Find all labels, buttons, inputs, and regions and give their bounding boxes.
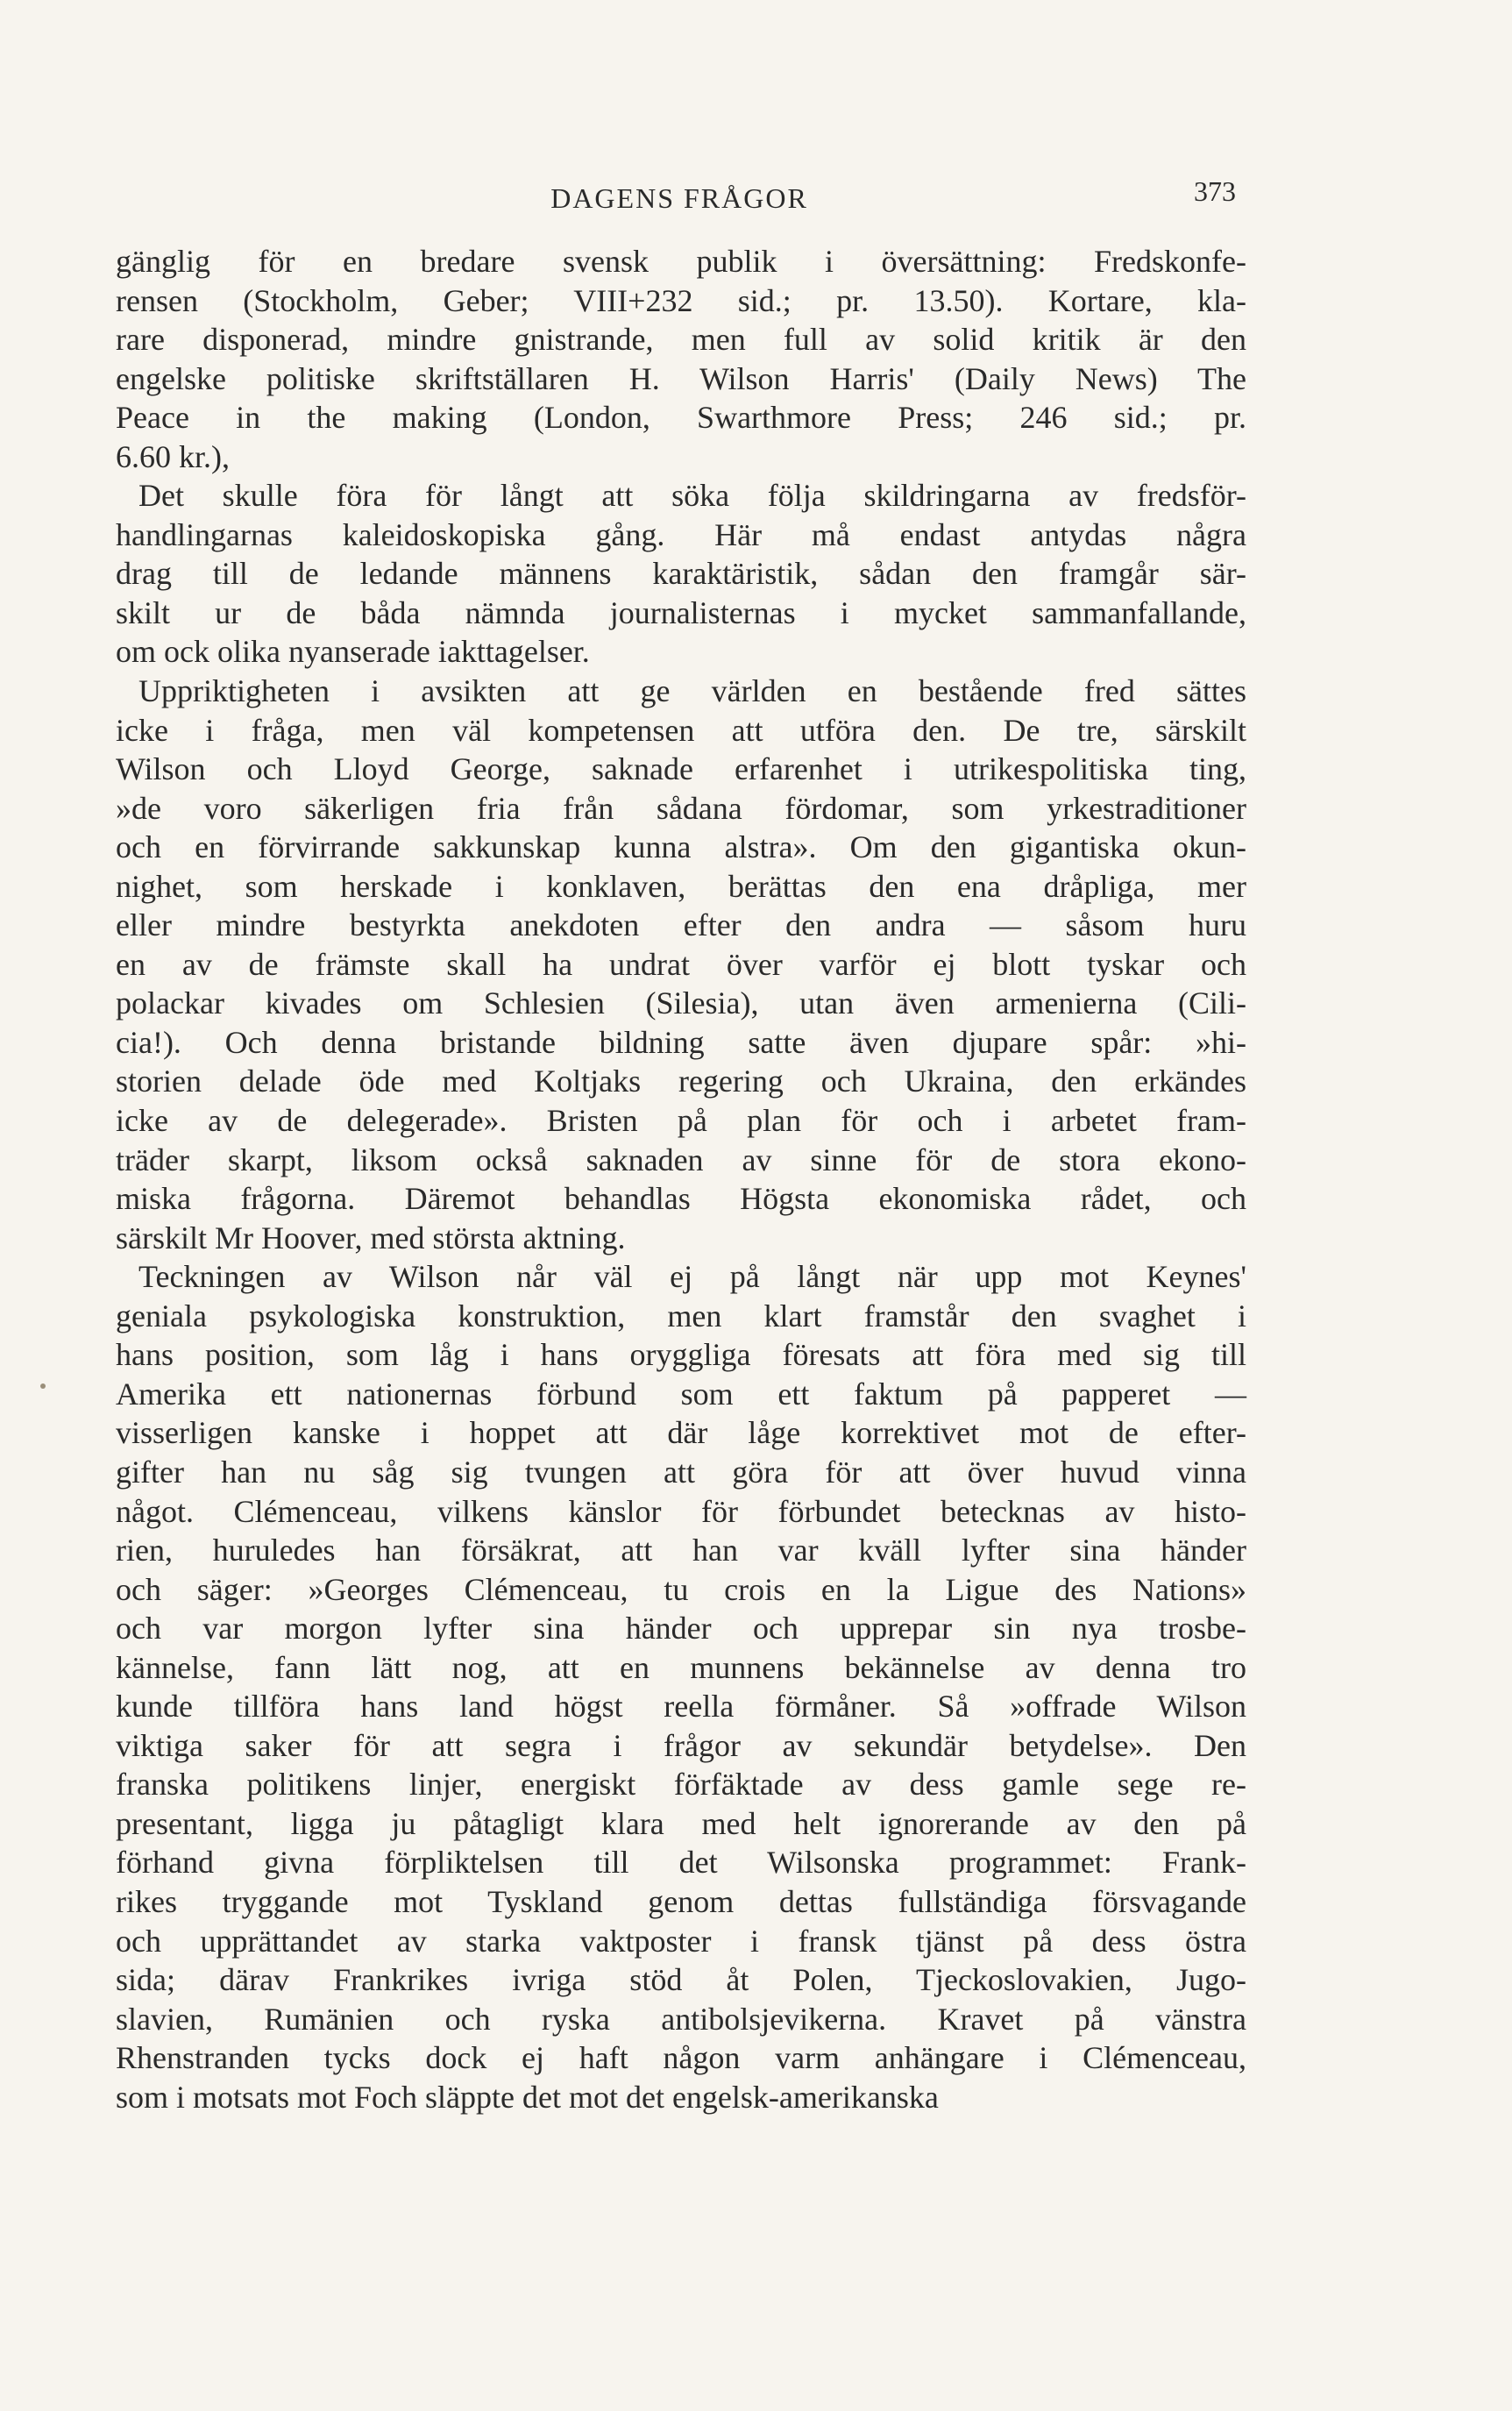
text-line: rare disponerad, mindre gnistrande, men full av solid kritik är den bbox=[116, 322, 1246, 358]
text-line: slavien, Rumänien och ryska antibolsjevikerna. Kravet på vänstra bbox=[116, 2001, 1246, 2037]
text-line: geniala psykologiska konstruktion, men klart framstår den svaghet i bbox=[116, 1298, 1246, 1334]
text-line: och var morgon lyfter sina händer och upprepar sin nya trosbe- bbox=[116, 1611, 1246, 1646]
text-line: »de voro säkerligen fria från sådana fördomar, som yrkestraditioner bbox=[116, 790, 1246, 826]
text-line: icke av de delegerade». Bristen på plan för och i arbetet fram- bbox=[116, 1103, 1246, 1139]
text-line: presentant, ligga ju påtagligt klara med helt ignorerande av den på bbox=[116, 1805, 1246, 1841]
text-line: en av de främste skall ha undrat över varför ej blott tyskar och bbox=[116, 946, 1246, 982]
text-line: engelske politiske skriftställaren H. Wilson Harris' (Daily News) The bbox=[116, 360, 1246, 396]
text-line: rikes tryggande mot Tyskland genom dettas fullständiga försvagande bbox=[116, 1883, 1246, 1919]
text-line: visserligen kanske i hoppet att där låge korrektivet mot de efter- bbox=[116, 1415, 1246, 1451]
text-line: 6.60 kr.), bbox=[116, 438, 230, 474]
text-line: cia!). Och denna bristande bildning satte även djupare spår: »hi- bbox=[116, 1024, 1246, 1060]
text-line: eller mindre bestyrkta anekdoten efter den andra — såsom huru bbox=[116, 907, 1246, 943]
text-line: skilt ur de båda nämnda journalisternas i mycket sammanfallande, bbox=[116, 594, 1246, 630]
text-line: Amerika ett nationernas förbund som ett faktum på papperet — bbox=[116, 1376, 1246, 1412]
text-line: något. Clémenceau, vilkens känslor för förbundet betecknas av histo- bbox=[116, 1493, 1246, 1529]
text-line: icke i fråga, men väl kompetensen att utföra den. De tre, särskilt bbox=[116, 712, 1246, 748]
paragraph bbox=[116, 476, 1246, 672]
text-line: sida; därav Frankrikes ivriga stöd åt Polen, Tjeckoslovakien, Jugo- bbox=[116, 1962, 1246, 1998]
text-line: hans position, som låg i hans oryggliga föresats att föra med sig till bbox=[116, 1337, 1246, 1373]
text-line: polackar kivades om Schlesien (Silesia), utan även armenierna (Cili- bbox=[116, 985, 1246, 1021]
text-line: kunde tillföra hans land högst reella förmåner. Så »offrade Wilson bbox=[116, 1689, 1246, 1725]
text-line: gänglig för en bredare svensk publik i översättning: Fredskonfe- bbox=[116, 244, 1246, 279]
text-line: Wilson och Lloyd George, saknade erfarenhet i utrikespolitiska ting, bbox=[116, 751, 1246, 787]
text-line: Rhenstranden tycks dock ej haft någon varm anhängare i Clémenceau, bbox=[116, 2040, 1246, 2076]
text-line: om ock olika nyanserade iakttagelser. bbox=[116, 634, 590, 670]
paper-speck bbox=[40, 1383, 46, 1389]
text-line: förhand givna förpliktelsen till det Wilsonska programmet: Frank- bbox=[116, 1845, 1246, 1881]
text-line: och säger: »Georges Clémenceau, tu crois en la Ligue des Nations» bbox=[116, 1571, 1246, 1607]
text-line: rien, huruledes han försäkrat, att han var kväll lyfter sina händer bbox=[116, 1533, 1246, 1568]
text-line: franska politikens linjer, energiskt förfäktade av dess gamle sege re- bbox=[116, 1767, 1246, 1803]
text-line: storien delade öde med Koltjaks regering och Ukraina, den erkändes bbox=[116, 1063, 1246, 1099]
text-line: Uppriktigheten i avsikten att ge världen en bestående fred sättes bbox=[138, 673, 1246, 709]
text-line: Det skulle föra för långt att söka följa skildringarna av fredsför- bbox=[138, 478, 1246, 514]
text-line: och upprättandet av starka vaktposter i fransk tjänst på dess östra bbox=[116, 1923, 1246, 1959]
text-line: träder skarpt, liksom också saknaden av sinne för de stora ekono- bbox=[116, 1141, 1246, 1177]
page-number: 373 bbox=[1194, 175, 1236, 207]
text-line: gifter han nu såg sig tvungen att göra för att över huvud vinna bbox=[116, 1454, 1246, 1490]
text-line: viktiga saker för att segra i frågor av sekundär betydelse». Den bbox=[116, 1727, 1246, 1763]
text-line: drag till de ledande männens karaktäristik, sådan den framgår sär- bbox=[116, 556, 1246, 592]
text-line: och en förvirrande sakkunskap kunna alstra». Om den gigantiska okun- bbox=[116, 829, 1246, 865]
text-line: Peace in the making (London, Swarthmore Press; 246 sid.; pr. bbox=[116, 400, 1246, 436]
text-line: miska frågorna. Däremot behandlas Högsta ekonomiska rådet, och bbox=[116, 1181, 1246, 1217]
text-line: särskilt Mr Hoover, med största aktning. bbox=[116, 1220, 626, 1255]
text-line: kännelse, fann lätt nog, att en munnens bekännelse av denna tro bbox=[116, 1649, 1246, 1685]
running-head bbox=[123, 175, 1236, 219]
paragraph bbox=[116, 242, 1246, 476]
text-line: nighet, som herskade i konklaven, berättas den ena dråpliga, mer bbox=[116, 868, 1246, 904]
running-title: DAGENS FRÅGOR bbox=[550, 182, 808, 214]
body-text bbox=[116, 242, 1246, 2116]
paragraph bbox=[116, 672, 1246, 1257]
text-line: rensen (Stockholm, Geber; VIII+232 sid.; pr. 13.50). Kortare, kla- bbox=[116, 282, 1246, 318]
text-line: som i motsats mot Foch släppte det mot det engelsk-amerikanska bbox=[116, 2079, 939, 2115]
paragraph bbox=[116, 1257, 1246, 2116]
text-line: handlingarnas kaleidoskopiska gång. Här må endast antydas några bbox=[116, 516, 1246, 552]
text-line: Teckningen av Wilson når väl ej på långt när upp mot Keynes' bbox=[138, 1259, 1246, 1295]
